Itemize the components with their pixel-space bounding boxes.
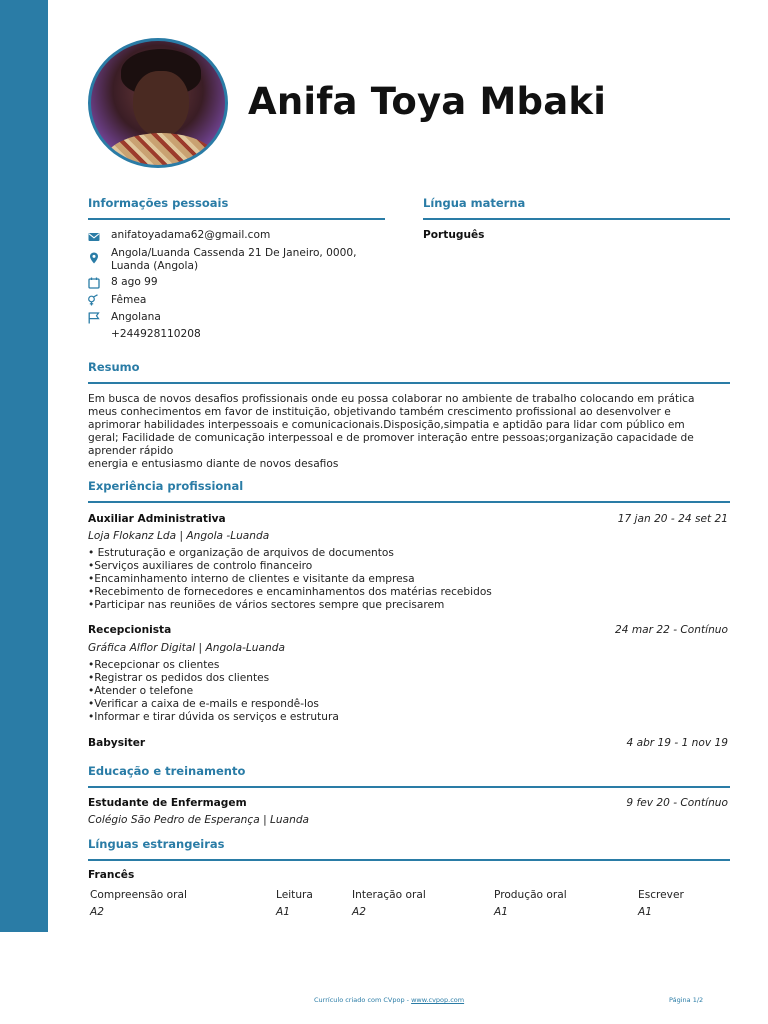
- phone-text: +244928110208: [111, 328, 201, 340]
- section-rule: [88, 859, 730, 861]
- section-rule: [88, 786, 730, 788]
- summary-line: aprimorar habilidades interpessoais e comunicacionais.Disposição,simpatia e aptidão para lidar com público em: [88, 419, 685, 431]
- page-number: Página 1/2: [669, 996, 704, 1004]
- footer-credit-text: Currículo criado com CVpop -: [314, 996, 412, 1004]
- language-skill-level: A1: [638, 906, 652, 918]
- language-skill-header: Escrever: [638, 889, 684, 901]
- language-name: Francês: [88, 869, 135, 881]
- section-title-summary: Resumo: [88, 360, 140, 374]
- language-skill-level: A1: [494, 906, 508, 918]
- section-rule: [88, 382, 730, 384]
- nationality-text: Angolana: [111, 311, 161, 323]
- language-skill-header: Compreensão oral: [90, 889, 187, 901]
- job-role: Babysiter: [88, 737, 146, 749]
- flag-icon: [88, 312, 100, 324]
- section-title-experience: Experiência profissional: [88, 479, 244, 493]
- address-line-1: Angola/Luanda Cassenda 21 De Janeiro, 0000,: [111, 247, 357, 259]
- job-role: Recepcionista: [88, 624, 172, 636]
- summary-line: geral; Facilidade de comunicação interpessoal e de promover interação entre pessoas;organização capacidade de: [88, 432, 694, 444]
- education-school: Colégio São Pedro de Esperança | Luanda: [88, 814, 310, 826]
- section-title-languages: Línguas estrangeiras: [88, 837, 225, 851]
- gender-icon: [87, 294, 99, 306]
- job-company: Loja Flokanz Lda | Angola -Luanda: [88, 530, 270, 542]
- language-skill-level: A2: [90, 906, 104, 918]
- gender-text: Fêmea: [111, 294, 147, 306]
- job-dates: 17 jan 20 - 24 set 21: [617, 513, 728, 525]
- summary-line: energia e entusiasmo diante de novos desafios: [88, 458, 339, 470]
- job-bullet: •Participar nas reuniões de vários sectores sempre que precisarem: [88, 599, 445, 611]
- profile-photo: [88, 38, 228, 168]
- language-skill-level: A1: [276, 906, 290, 918]
- email-icon: [88, 231, 100, 243]
- candidate-name: Anifa Toya Mbaki: [248, 80, 607, 123]
- summary-line: Em busca de novos desafios profissionais onde eu possa colaborar no ambiente de trabalho colocando em prática: [88, 393, 695, 405]
- language-skill-header: Interação oral: [352, 889, 426, 901]
- section-title-mother-tongue: Língua materna: [423, 196, 526, 210]
- job-role: Auxiliar Administrativa: [88, 513, 226, 525]
- section-rule: [423, 218, 730, 220]
- job-bullet: •Encaminhamento interno de clientes e visitante da empresa: [88, 573, 415, 585]
- job-bullet: •Atender o telefone: [88, 685, 194, 697]
- language-skill-header: Produção oral: [494, 889, 567, 901]
- address-line-2: Luanda (Angola): [111, 260, 199, 272]
- job-bullet: •Recebimento de fornecedores e encaminhamentos dos matérias recebidos: [88, 586, 492, 598]
- calendar-icon: [88, 277, 100, 289]
- job-bullet: •Informar e tirar dúvida os serviços e estrutura: [88, 711, 339, 723]
- job-bullet: •Recepcionar os clientes: [88, 659, 220, 671]
- section-title-personal: Informações pessoais: [88, 196, 229, 210]
- job-dates: 24 mar 22 - Contínuo: [614, 624, 728, 636]
- section-title-education: Educação e treinamento: [88, 764, 246, 778]
- footer-link[interactable]: www.cvpop.com: [411, 996, 465, 1004]
- section-rule: [88, 218, 385, 220]
- education-degree: Estudante de Enfermagem: [88, 797, 247, 809]
- mother-tongue-value: Português: [423, 229, 485, 241]
- job-bullet: •Verificar a caixa de e-mails e respondê-los: [88, 698, 319, 710]
- language-skill-level: A2: [352, 906, 366, 918]
- footer-credit: [314, 996, 464, 1004]
- summary-line: meus conhecimentos em favor de instituição, objetivando também crescimento profissional ao desenvolver e: [88, 406, 671, 418]
- education-dates: 9 fev 20 - Contínuo: [626, 797, 728, 809]
- summary-line: aprender rápido: [88, 445, 174, 457]
- job-dates: 4 abr 19 - 1 nov 19: [626, 737, 728, 749]
- job-bullet: •Serviços auxiliares de controlo financeiro: [88, 560, 313, 572]
- job-company: Gráfica Alflor Digital | Angola-Luanda: [88, 642, 285, 654]
- email-text: anifatoyadama62@gmail.com: [111, 229, 271, 241]
- language-skill-header: Leitura: [276, 889, 313, 901]
- birth-date: 8 ago 99: [111, 276, 158, 288]
- left-accent-bar: [0, 0, 48, 932]
- job-bullet: •Registrar os pedidos dos clientes: [88, 672, 270, 684]
- job-bullet: • Estruturação e organização de arquivos de documentos: [88, 547, 394, 559]
- section-rule: [88, 501, 730, 503]
- location-pin-icon: [88, 252, 100, 264]
